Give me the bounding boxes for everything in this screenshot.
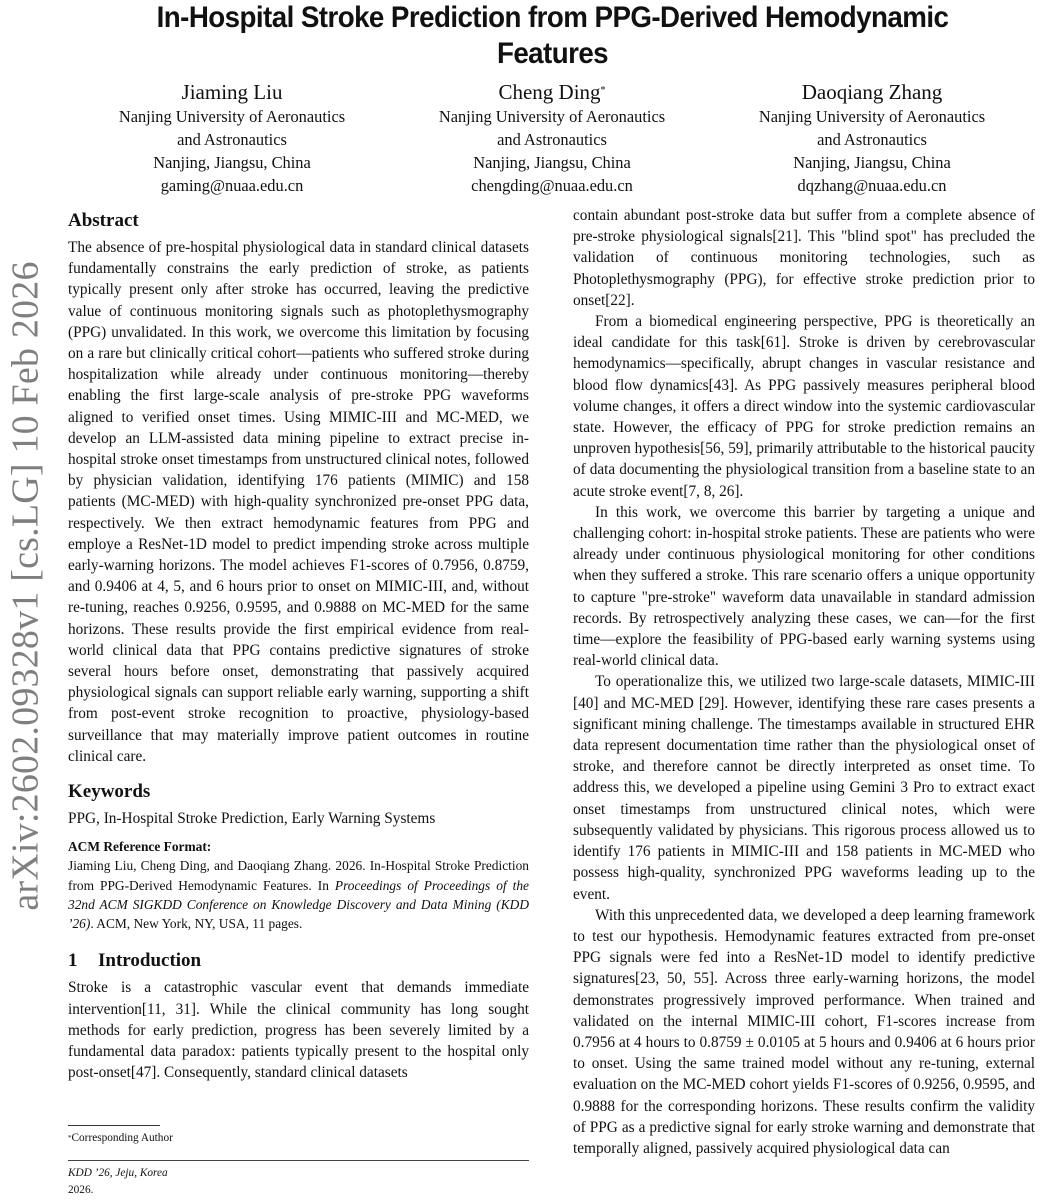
- corresponding-author-footnote: [68, 1131, 173, 1145]
- arxiv-identifier-stamp: [4, 236, 48, 936]
- acm-reference-format: [68, 837, 529, 933]
- footnote-text: Corresponding Author: [71, 1132, 173, 1144]
- introduction-paragraph-1-start: Stroke is a catastrophic vascular event that demands immediate intervention[11, 31]. While the clinical community has long sought methods for early prediction, progress has been severely limited by a fundamental data paradox: patients typically present to the hospital only post-onset[47]. Consequently, standard clinical datasets: [68, 979, 529, 1082]
- introduction-paragraph-5: With this unprecedented data, we developed a deep learning framework to test our hypothesis. Hemodynamic features extracted from pre-onset PPG signals were fed into a ResNet-1D model to identify predictive signatures[23, 50, 55]. Across three early-warning horizons, the model demonstrates progressively improved performance. When trained and validated on the internal MIMIC-III cohort, F1-scores increase from 0.7956 at 4 hours to 0.8759 ± 0.0105 at 5 hours and 0.9406 at 6 hours prior to onset. Using the same trained model without any re-tuning, external evaluation on the MC-MED cohort yields F1-scores of 0.9256, 0.9595, and 0.9888 for the corresponding horizons. These results confirm the validity of PPG as a predictive signal for early stroke warning and demonstrate that temporally aligned, passively acquired physiological data can: [573, 906, 1035, 1157]
- keywords-heading: Keywords: [68, 781, 151, 803]
- author-card: [722, 80, 1022, 197]
- author-email[interactable]: chengding@nuaa.edu.cn: [471, 176, 633, 195]
- author-affiliation-cont: and Astronautics: [817, 130, 927, 149]
- footnote-mark: *: [68, 1134, 72, 1142]
- abstract-heading: Abstract: [68, 210, 139, 231]
- abstract-section: [68, 208, 529, 767]
- arxiv-stamp-text: arXiv:2602.09328v1 [cs.LG] 10 Feb 2026: [5, 261, 48, 911]
- paper-title: [90, 0, 1016, 72]
- acm-reference-proceedings: Proceedings of Proceedings of the 32nd ACM SIGKDD Conference on Knowledge Discovery and Data Mining (KDD ’26): [68, 877, 529, 932]
- author-email[interactable]: dqzhang@nuaa.edu.cn: [797, 176, 947, 195]
- corresponding-author-mark: *: [600, 85, 606, 96]
- acm-reference-citation: Jiaming Liu, Cheng Ding, and Daoqiang Zhang. 2026. In-Hospital Stroke Prediction from PPG-Derived Hemodynamic Features. In: [68, 858, 529, 893]
- introduction-section: [68, 948, 529, 1083]
- venue-year: 2026.: [68, 1184, 94, 1196]
- acm-reference-publisher: . ACM, New York, NY, USA, 11 pages.: [90, 916, 303, 932]
- author-affiliation-cont: and Astronautics: [497, 130, 607, 149]
- abstract-text: The absence of pre-hospital physiological data in standard clinical datasets fundamentally constrains the early prediction of stroke, as patients typically present only after stroke has occurred, leaving the predictive value of continuous monitoring signals such as photoplethysmography (PPG) unvalidated. In this work, we overcome this limitation by focusing on a rare but clinically critical cohort—patients who suffered stroke during hospitalization while already under continuous monitoring—thereby enabling the first large-scale analysis of pre-stroke PPG waveforms aligned to verified onset times. Using MIMIC-III and MC-MED, we develop an LLM-assisted data mining pipeline to extract precise in-hospital stroke onset timestamps from unstructured clinical notes, followed by physician validation, identifying 176 patients (MIMIC) and 158 patients (MC-MED) with high-quality synchronized pre-onset PPG data, respectively. We then extract hemodynamic features from PPG and employe a ResNet-1D model to predict impending stroke across multiple early-warning horizons. The model achieves F1-scores of 0.7956, 0.8759, and 0.9406 at 4, 5, and 6 hours prior to onset on MIMIC-III, and, without re-tuning, reaches 0.9256, 0.9595, and 0.9888 on MC-MED for the same horizons. These results provide the first empirical evidence from real-world clinical data that PPG contains predictive signatures of stroke several hours before onset, demonstrating that passively acquired physiological signals can support reliable early warning, supporting a shift from post-event stroke recognition to proactive, physiology-based surveillance that may materially improve patient outcomes in routine clinical care.: [68, 239, 529, 765]
- introduction-paragraph-3: In this work, we overcome this barrier by targeting a unique and challenging cohort: in-hospital stroke patients. These are patients who were already under continuous physiological monitoring for other conditions when they suffered a stroke. This rare scenario offers a unique opportunity to capture "pre-stroke" waveform data unavailable in standard admission records. By retrospectively analyzing these cases, we can—for the first time—explore the feasibility of PPG-based early warning systems using real-world clinical data.: [573, 503, 1035, 670]
- introduction-paragraph-1-continued: contain abundant post-stroke data but suffer from a complete absence of pre-stroke physiological signals[21]. This "blind spot" has precluded the validation of continuous monitoring technologies, such as Photoplethysmography (PPG), for effective stroke prediction prior to onset[22].: [573, 207, 1035, 309]
- author-affiliation: Nanjing University of Aeronautics: [118, 107, 346, 126]
- paper-title-line-2: Features: [496, 37, 609, 70]
- author-card: [402, 80, 702, 197]
- introduction-paragraph-2: From a biomedical engineering perspective, PPG is theoretically an ideal candidate for this task[61]. Stroke is driven by cerebrovascular hemodynamics—specifically, abrupt changes in vascular resistance and blood flow dynamics[43]. As PPG passively measures peripheral blood volume changes, it offers a direct window into the systemic cardiovascular state. However, the efficacy of PPG for stroke prediction remains an unproven hypothesis[56, 59], primarily attributable to the historical paucity of data documenting the physiological transition from a baseline state to an acute stroke event[7, 8, 26].: [573, 313, 1035, 500]
- section-title: Introduction: [98, 950, 202, 972]
- introduction-paragraph-4: To operationalize this, we utilized two large-scale datasets, MIMIC-III [40] and MC-MED [29]. However, identifying these rare cases presents a significant mining challenge. The timestamps available in structured EHR data represent documentation time rather than the physiological onset of stroke, and therefore cannot be directly interpreted as onset time. To address this, we developed a pipeline using Gemini 3 Pro to extract exact onset timestamps from unstructured clinical notes, which were subsequently validated by physicians. This rigorous process allowed us to identify 176 patients in MIMIC-III and 158 patients in MC-MED who possess high-quality, synchronized PPG waveforms leading up to the event.: [573, 673, 1035, 903]
- acm-reference-label: ACM Reference Format:: [68, 839, 212, 855]
- author-location: Nanjing, Jiangsu, China: [153, 153, 311, 172]
- left-column: [68, 208, 529, 1083]
- section-number: 1: [68, 950, 78, 972]
- author-name: Jiaming Liu: [181, 80, 283, 104]
- author-name: Daoqiang Zhang: [801, 80, 943, 104]
- footnote-divider: [68, 1125, 160, 1126]
- author-affiliation: Nanjing University of Aeronautics: [758, 107, 986, 126]
- author-affiliation: Nanjing University of Aeronautics: [438, 107, 666, 126]
- paper-title-line-1: In-Hospital Stroke Prediction from PPG-Derived Hemodynamic: [156, 1, 949, 34]
- author-location: Nanjing, Jiangsu, China: [473, 153, 631, 172]
- venue-name: KDD ’26, Jeju, Korea: [68, 1167, 168, 1179]
- author-location: Nanjing, Jiangsu, China: [793, 153, 951, 172]
- author-email[interactable]: gaming@nuaa.edu.cn: [160, 176, 304, 195]
- author-block: [82, 80, 1022, 197]
- keywords-text: PPG, In-Hospital Stroke Prediction, Early Warning Systems: [68, 810, 436, 828]
- keywords-section: [68, 779, 529, 829]
- venue-info: [68, 1165, 168, 1199]
- author-affiliation-cont: and Astronautics: [177, 130, 287, 149]
- author-name: Cheng Ding*: [498, 80, 606, 104]
- venue-divider: [68, 1160, 529, 1161]
- author-card: [82, 80, 382, 197]
- right-column: [573, 205, 1035, 1159]
- introduction-heading: [68, 948, 529, 974]
